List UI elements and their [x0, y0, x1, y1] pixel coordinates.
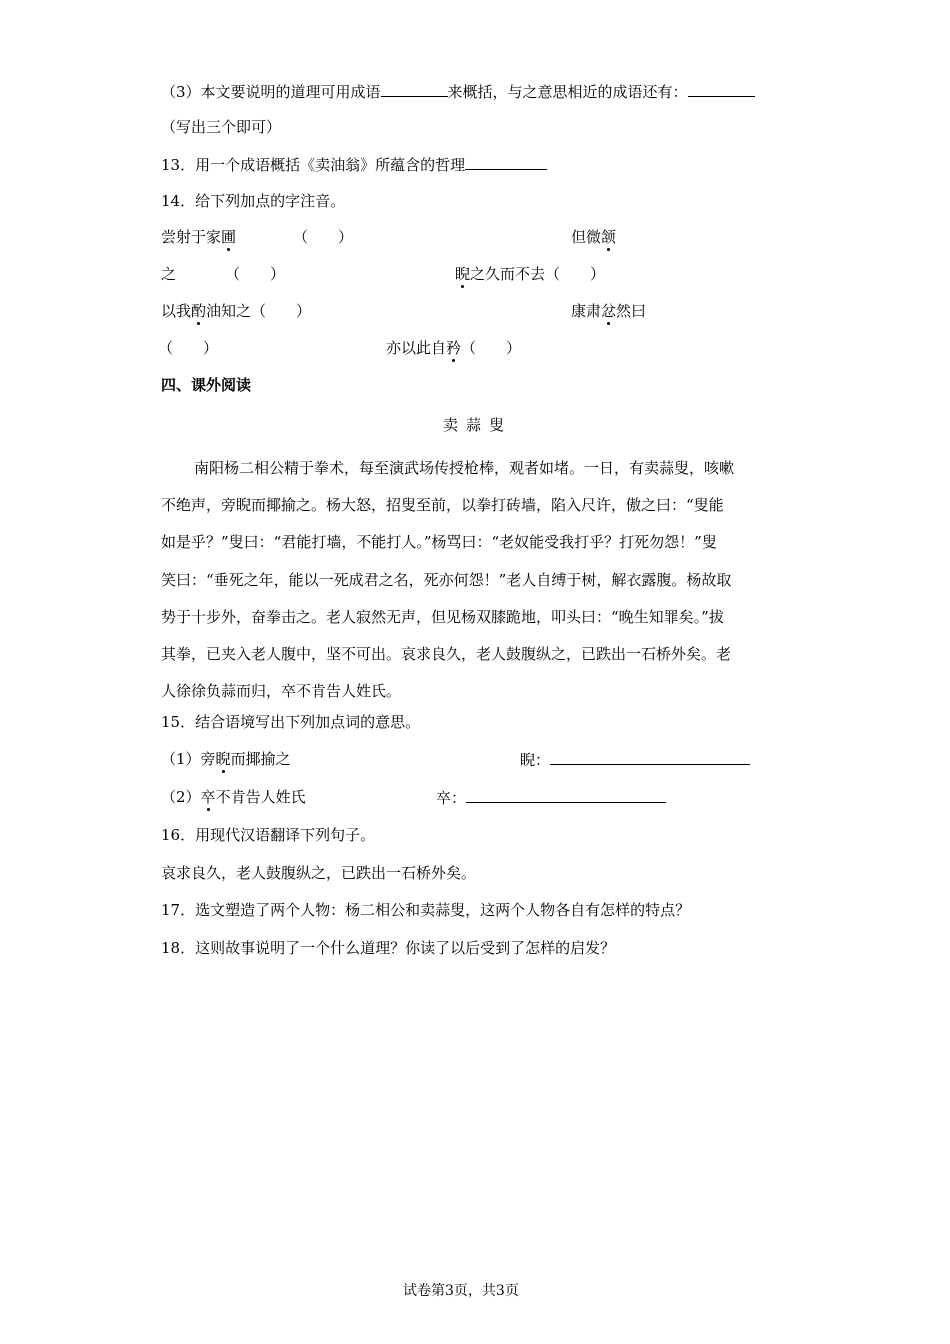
passage-line: 不绝声，旁睨而揶揄之。杨大怒，招叟至前，以拳打砖墙，陷入尺许，傲之曰：“叟能	[161, 496, 724, 515]
dotted-char: 矜	[446, 339, 462, 357]
q17-text: 17．选文塑造了两个人物：杨二相公和卖蒜叟，这两个人物各自有怎样的特点？	[161, 901, 691, 919]
answer-blank[interactable]	[466, 790, 666, 803]
answer-paren[interactable]: （ ）	[293, 228, 354, 246]
passage-line: 势于十步外，奋拳击之。老人寂然无声，但见杨双膝跪地，叩头曰：“晚生知罪矣。”拔	[161, 607, 724, 626]
passage-title: 卖蒜叟	[443, 416, 513, 434]
answer-paren[interactable]: （ ）	[545, 265, 606, 283]
answer-paren[interactable]: （ ）	[251, 302, 312, 320]
dotted-char: 忿	[601, 302, 617, 320]
q14-item1	[161, 230, 236, 245]
dotted-char: 睨	[455, 265, 471, 283]
q14-item5-text: 康肃	[571, 302, 602, 320]
q14-item3-text: 之久而不去	[470, 265, 546, 283]
q15-item2-answer	[436, 790, 666, 806]
q14-item2	[571, 230, 616, 245]
passage-line: 笑曰：“垂死之年，能以一死成君之名，死亦何怨！”老人自缚于树，解衣露腹。杨故取	[161, 570, 732, 589]
q18-text: 18．这则故事说明了一个什么道理？你读了以后受到了怎样的启发？	[161, 939, 616, 957]
dotted-char: 酌	[191, 302, 207, 320]
q14-item2-text: 但微	[571, 228, 602, 246]
passage-line: 人徐徐负蒜而归，卒不肯告人姓氏。	[161, 682, 402, 701]
q13-text: 13．用一个成语概括《卖油翁》所蕴含的哲理	[161, 156, 466, 174]
dotted-char: 颔	[601, 228, 617, 246]
q12-3-line	[161, 84, 755, 100]
q15-item2-text: （2）	[161, 788, 201, 806]
q12-3-middle: 来概括，与之意思相近的成语还有：	[447, 83, 688, 101]
q14-item2-cont: 之	[161, 265, 177, 283]
answer-blank[interactable]	[465, 157, 547, 170]
section-heading: 四、课外阅读	[161, 376, 252, 394]
passage-line: 如是乎？”叟曰：“君能打墙，不能打人。”杨骂曰：“老奴能受我打乎？打死勿怨！”叟	[161, 533, 717, 552]
q16-text: 16．用现代汉语翻译下列句子。	[161, 826, 376, 844]
answer-paren[interactable]: （ ）	[461, 339, 522, 357]
q15-text: 15．结合语境写出下列加点词的意思。	[161, 713, 421, 731]
q14-item3	[455, 267, 605, 282]
q14-item6-text: 亦以此自	[386, 339, 447, 357]
dotted-char: 卒	[200, 788, 216, 806]
q14-text: 14．给下列加点的字注音。	[161, 192, 346, 210]
answer-paren[interactable]: （ ）	[158, 339, 219, 357]
q13-line	[161, 157, 547, 173]
answer-label: 卒：	[436, 789, 467, 807]
q15-item2	[161, 790, 306, 805]
q12-3-note: （写出三个即可）	[161, 118, 282, 136]
passage-line: 南阳杨二相公精于拳术，每至演武场传授枪棒，观者如堵。一日，有卖蒜叟，咳嗽	[194, 459, 735, 477]
dotted-char: 睨	[215, 750, 231, 768]
answer-paren[interactable]: （ ）	[225, 265, 286, 283]
q12-3-prefix: （3）本文要说明的道理可用成语	[161, 83, 381, 101]
q15-item1-text: （1）旁	[161, 750, 216, 768]
answer-label: 睨：	[520, 751, 551, 769]
q14-item5-text2: 然曰	[616, 302, 647, 320]
q14-item4	[161, 304, 311, 319]
passage-line: 其拳，已夹入老人腹中，坚不可出。哀求良久，老人鼓腹纵之，已跌出一石桥外矣。老	[161, 645, 732, 664]
q14-item4-text: 以我	[161, 302, 192, 320]
answer-blank[interactable]	[381, 84, 448, 97]
q15-item1	[161, 752, 291, 767]
q16-sentence: 哀求良久，老人鼓腹纵之，已跌出一石桥外矣。	[161, 864, 477, 882]
answer-blank[interactable]	[550, 752, 750, 765]
q15-item1-answer	[520, 752, 750, 768]
answer-blank[interactable]	[688, 84, 755, 97]
passage-body	[161, 450, 801, 710]
q15-item2-text2: 不肯告人姓氏	[215, 788, 306, 806]
q14-item5	[571, 304, 646, 319]
dotted-char: 圃	[221, 228, 237, 246]
q14-item4-text2: 油知之	[206, 302, 252, 320]
q14-item6	[386, 341, 521, 356]
page-footer: 试卷第3页，共3页	[403, 1283, 519, 1299]
q15-item1-text2: 而揶揄之	[230, 750, 291, 768]
q14-item1-text: 尝射于家	[161, 228, 222, 246]
